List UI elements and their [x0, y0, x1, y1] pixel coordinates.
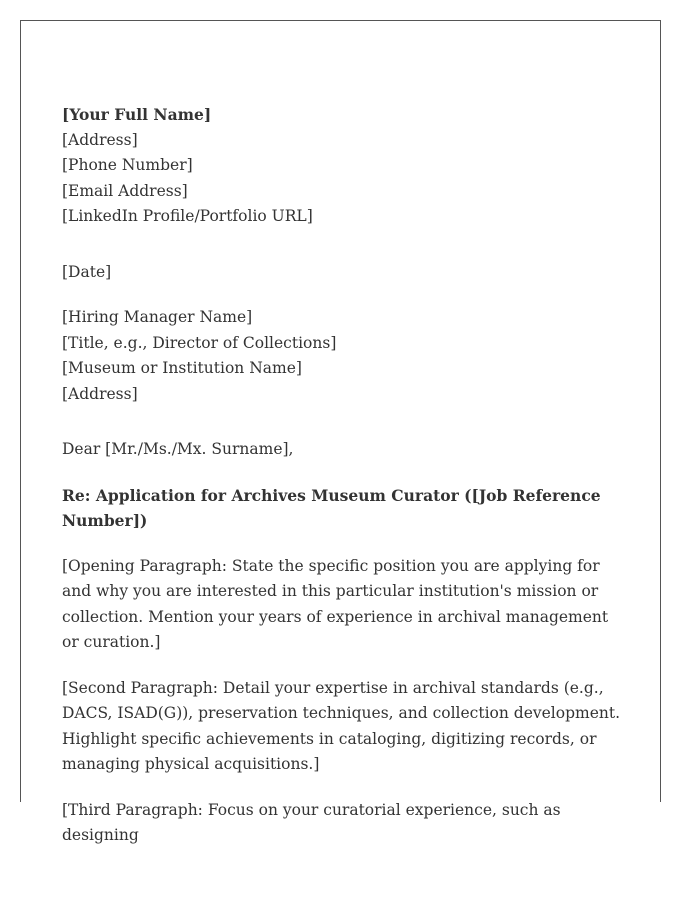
- subject-line: Re: Application for Archives Museum Curator ([Job Reference Number]): [62, 485, 601, 530]
- recipient-title: [Title, e.g., Director of Collections]: [62, 333, 337, 352]
- sender-phone: [Phone Number]: [62, 156, 193, 174]
- letter-date: [Date]: [62, 262, 112, 281]
- salutation: Dear [Mr./Ms./Mx. Surname],: [62, 440, 294, 458]
- salutation-block: [62, 437, 622, 463]
- second-paragraph: [Second Paragraph: Detail your expertise in archival standards (e.g., DACS, ISAD(G)), preservation techniques, and collection development. Highlight specific achievements in cataloging, digitizing records, or managing physical acquisitions.]: [62, 678, 621, 773]
- recipient-name: [Hiring Manager Name]: [62, 308, 253, 326]
- letter-page: [20, 20, 661, 844]
- opening-paragraph: [Opening Paragraph: State the specific position you are applying for and why you are interested in this particular institution's mission or collection. Mention your years of experience in archival management or curation.]: [62, 556, 609, 651]
- recipient-institution: [Museum or Institution Name]: [62, 359, 302, 377]
- sender-profile: [LinkedIn Profile/Portfolio URL]: [62, 207, 313, 225]
- recipient-address: [Address]: [62, 384, 138, 403]
- sender-name: [Your Full Name]: [62, 105, 212, 124]
- date-block: [62, 260, 622, 286]
- sender-address: [Address]: [62, 130, 138, 149]
- recipient-block: [62, 305, 622, 407]
- sender-email: [Email Address]: [62, 181, 188, 200]
- third-paragraph: [Third Paragraph: Focus on your curatorial experience, such as designing: [62, 800, 561, 844]
- sender-block: [62, 102, 622, 230]
- letter-body: [62, 102, 622, 849]
